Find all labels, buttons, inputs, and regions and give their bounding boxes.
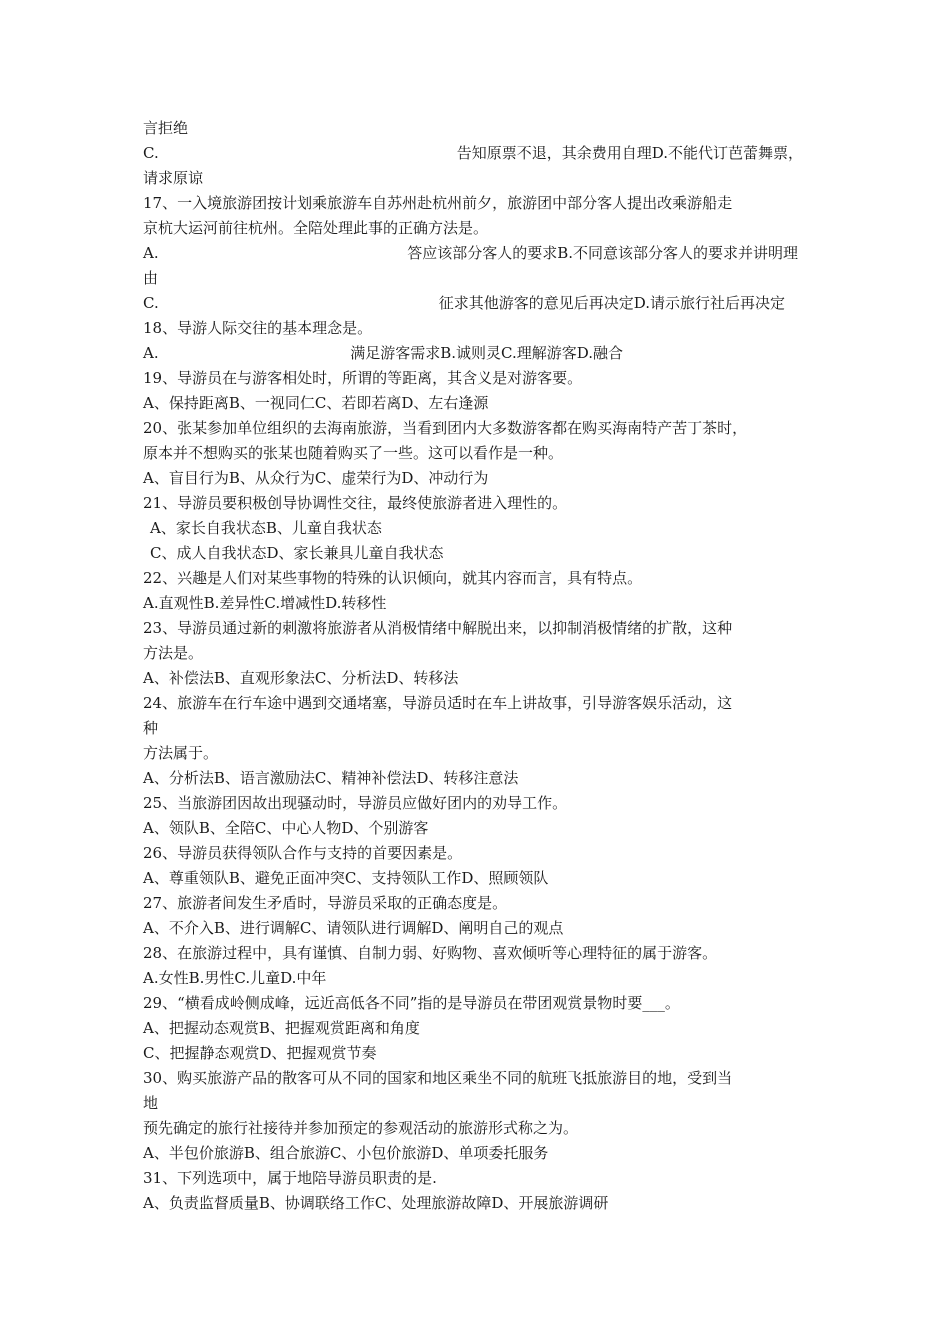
question-line: 原本并不想购买的张某也随着购买了一些。这可以看作是一种。 — [143, 444, 564, 462]
options-line: A、尊重领队B、避免正面冲突C、支持领队工作D、照顾领队 — [143, 869, 549, 887]
options-line: A、家长自我状态B、儿童自我状态 — [150, 519, 382, 537]
text-line: 请求原谅 — [143, 169, 204, 187]
options-line: A.直观性B.差异性C.增减性D.转移性 — [143, 594, 387, 612]
option-text: 告知原票不退，其余费用自理D.不能代订芭蕾舞票， — [456, 144, 803, 162]
options-line: C、把握静态观赏D、把握观赏节奏 — [143, 1044, 377, 1062]
options-line: A、补偿法B、直观形象法C、分析法D、转移法 — [143, 669, 459, 687]
options-line: A、保持距离B、一视同仁C、若即若离D、左右逢源 — [143, 394, 489, 412]
question-line: 预先确定的旅行社接待并参加预定的参观活动的旅游形式称之为。 — [143, 1119, 579, 1137]
option-line — [143, 341, 623, 366]
question-line: 28、在旅游过程中，具有谨慎、自制力弱、好购物、喜欢倾听等心理特征的属于游客。 — [143, 944, 718, 962]
question-line: 30、购买旅游产品的散客可从不同的国家和地区乘坐不同的航班飞抵旅游目的地，受到当 — [143, 1069, 733, 1087]
option-label: C. — [143, 144, 159, 162]
option-text: 满足游客需求B.诚则灵C.理解游客D.融合 — [350, 344, 623, 362]
question-line: 25、当旅游团因故出现骚动时，导游员应做好团内的劝导工作。 — [143, 794, 568, 812]
question-line: 方法是。 — [143, 644, 204, 662]
question-line: 地 — [143, 1094, 159, 1112]
options-line: A、盲目行为B、从众行为C、虚荣行为D、冲动行为 — [143, 469, 489, 487]
question-line: 23、导游员通过新的刺激将旅游者从消极情绪中解脱出来，以抑制消极情绪的扩散，这种 — [143, 619, 733, 637]
option-text: 答应该部分客人的要求B.不同意该部分客人的要求并讲明理 — [407, 244, 798, 262]
options-line: A、领队B、全陪C、中心人物D、个别游客 — [143, 819, 429, 837]
text-line: 言拒绝 — [143, 119, 189, 137]
question-line: 京杭大运河前往杭州。全陪处理此事的正确方法是。 — [143, 219, 489, 237]
question-line: 20、张某参加单位组织的去海南旅游，当看到团内大多数游客都在购买海南特产苦丁茶时， — [143, 419, 748, 437]
option-line — [143, 291, 785, 316]
question-line: 21、导游员要积极创导协调性交往，最终使旅游者进入理性的。 — [143, 494, 568, 512]
options-line: C、成人自我状态D、家长兼具儿童自我状态 — [150, 544, 444, 562]
question-line: 方法属于。 — [143, 744, 219, 762]
question-line: 19、导游员在与游客相处时，所谓的等距离，其含义是对游客要。 — [143, 369, 583, 387]
option-text: 征求其他游客的意见后再决定D.请示旅行社后再决定 — [438, 294, 785, 312]
options-line: A、半包价旅游B、组合旅游C、小包价旅游D、单项委托服务 — [143, 1144, 549, 1162]
text-line: 由 — [143, 269, 159, 287]
question-line: 种 — [143, 719, 159, 737]
option-line — [143, 141, 803, 166]
question-line: 24、旅游车在行车途中遇到交通堵塞，导游员适时在车上讲故事，引导游客娱乐活动，这 — [143, 694, 733, 712]
options-line: A.女性B.男性C.儿童D.中年 — [143, 969, 327, 987]
question-line: 29、“横看成岭侧成峰，远近高低各不同”指的是导游员在带团观赏景物时要___。 — [143, 994, 680, 1012]
option-label: C. — [143, 294, 159, 312]
option-line — [143, 241, 798, 266]
question-line: 27、旅游者间发生矛盾时，导游员采取的正确态度是。 — [143, 894, 508, 912]
option-label: A. — [143, 344, 159, 362]
options-line: A、不介入B、进行调解C、请领队进行调解D、阐明自己的观点 — [143, 919, 564, 937]
options-line: A、分析法B、语言激励法C、精神补偿法D、转移注意法 — [143, 769, 519, 787]
options-line: A、把握动态观赏B、把握观赏距离和角度 — [143, 1019, 420, 1037]
question-line: 17、一入境旅游团按计划乘旅游车自苏州赴杭州前夕，旅游团中部分客人提出改乘游船走 — [143, 194, 733, 212]
question-line: 22、兴趣是人们对某些事物的特殊的认识倾向，就其内容而言，具有特点。 — [143, 569, 643, 587]
options-line: A、负责监督质量B、协调联络工作C、处理旅游故障D、开展旅游调研 — [143, 1194, 609, 1212]
question-line: 18、导游人际交往的基本理念是。 — [143, 319, 373, 337]
option-label: A. — [143, 244, 159, 262]
question-line: 31、下列选项中，属于地陪导游员职责的是. — [143, 1169, 437, 1187]
question-line: 26、导游员获得领队合作与支持的首要因素是。 — [143, 844, 463, 862]
